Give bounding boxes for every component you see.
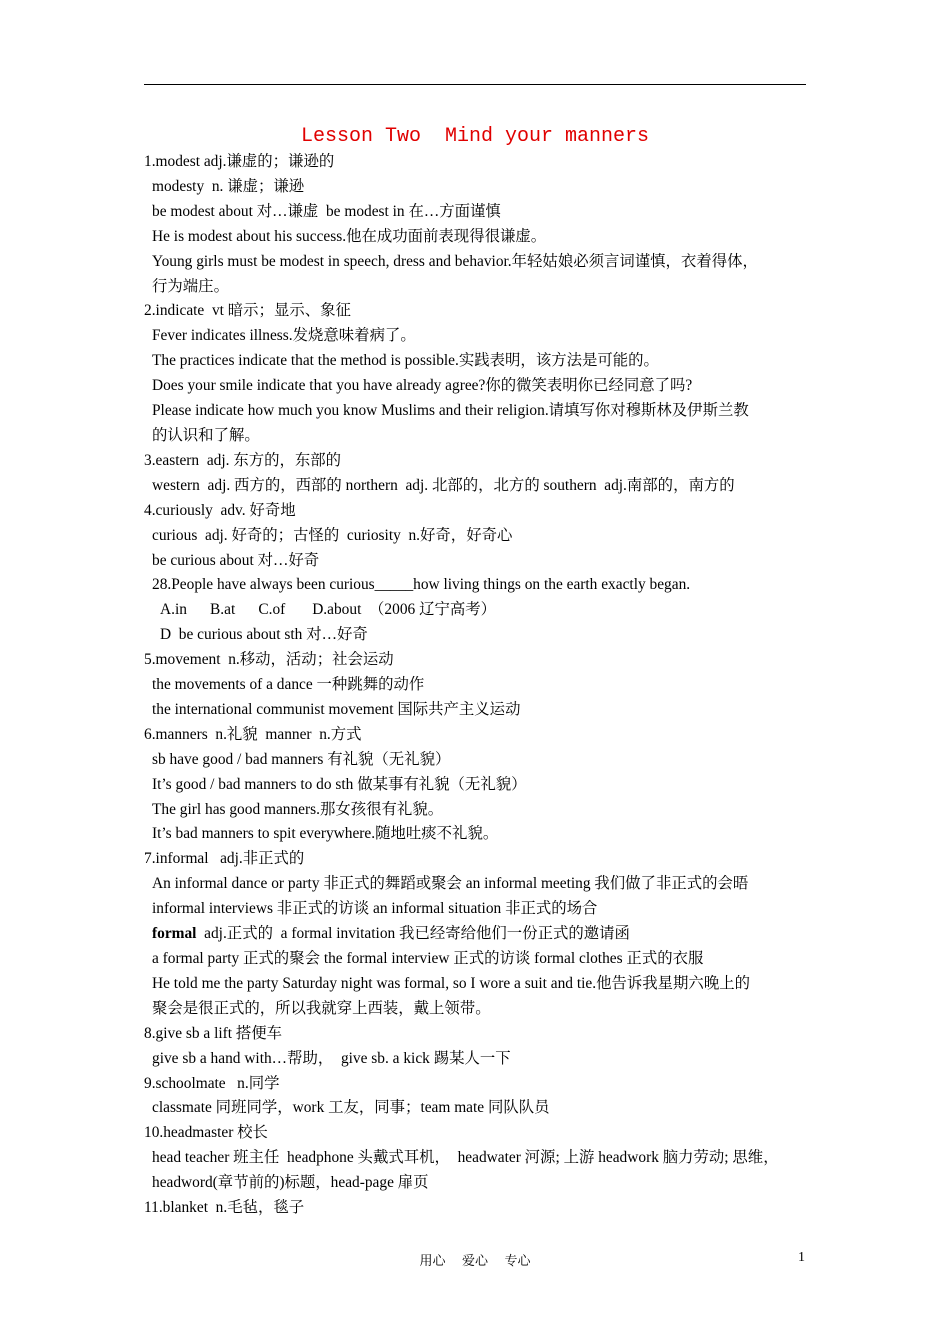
text-line <box>144 175 824 200</box>
text-line <box>144 972 824 997</box>
bold-term: formal <box>152 925 197 943</box>
line-text: western adj. 西方的，西部的 northern adj. 北部的，北方的 southern adj.南部的，南方的 <box>152 476 735 494</box>
line-text: 4.curiously adv. 好奇地 <box>144 501 296 519</box>
text-line <box>144 648 824 673</box>
lesson-content <box>144 150 824 1221</box>
line-text: classmate 同班同学，work 工友，同事；team mate 同队队员 <box>152 1099 550 1117</box>
text-line <box>144 499 824 524</box>
line-text: Fever indicates illness.发烧意味着病了。 <box>152 327 416 345</box>
line-text: 2.indicate vt 暗示；显示、象征 <box>144 302 351 320</box>
line-text: 8.give sb a lift 搭便车 <box>144 1024 283 1042</box>
text-line <box>144 723 824 748</box>
text-line <box>144 698 824 723</box>
line-text: Does your smile indicate that you have already agree?你的微笑表明你已经同意了吗? <box>152 377 693 395</box>
text-line <box>144 1171 824 1196</box>
text-line <box>144 1096 824 1121</box>
text-line <box>144 474 824 499</box>
text-line <box>144 847 824 872</box>
line-text: sb have good / bad manners 有礼貌（无礼貌） <box>152 750 451 768</box>
line-text: 5.movement n.移动，活动；社会运动 <box>144 651 394 669</box>
line-text: informal interviews 非正式的访谈 an informal situation 非正式的场合 <box>152 900 598 918</box>
line-text: 3.eastern adj. 东方的，东部的 <box>144 451 342 469</box>
text-line <box>144 897 824 922</box>
line-text: 的认识和了解。 <box>152 426 260 444</box>
header-rule <box>144 84 806 85</box>
text-line <box>144 922 824 947</box>
text-line <box>144 1121 824 1146</box>
text-line <box>144 299 824 324</box>
line-text: He told me the party Saturday night was formal, so I wore a suit and tie.他告诉我星期六晚上的 <box>152 974 750 992</box>
line-text: be modest about 对…谦虚 be modest in 在…方面谨慎 <box>152 202 501 220</box>
line-text: curious adj. 好奇的；古怪的 curiosity n.好奇，好奇心 <box>152 526 513 544</box>
line-text: 1.modest adj.谦虚的；谦逊的 <box>144 153 335 170</box>
line-text: 9.schoolmate n.同学 <box>144 1074 280 1092</box>
line-text: adj.正式的 a formal invitation 我已经寄给他们一份正式的邀请函 <box>196 925 630 943</box>
line-text: An informal dance or party 非正式的舞蹈或聚会 an informal meeting 我们做了非正式的会晤 <box>152 875 749 893</box>
text-line <box>144 374 824 399</box>
text-line <box>144 872 824 897</box>
text-line <box>144 822 824 847</box>
line-text: The girl has good manners.那女孩很有礼貌。 <box>152 800 444 818</box>
text-line <box>144 773 824 798</box>
text-line <box>144 399 824 424</box>
line-text: It’s good / bad manners to do sth 做某事有礼貌（无礼貌） <box>152 775 527 793</box>
line-text: D be curious about sth 对…好奇 <box>160 626 368 644</box>
text-line <box>144 250 824 275</box>
text-line <box>144 424 824 449</box>
text-line <box>144 997 824 1022</box>
line-text: be curious about 对…好奇 <box>152 551 320 569</box>
page-number: 1 <box>798 1250 805 1265</box>
lesson-title: Lesson Two Mind your manners <box>300 125 650 148</box>
line-text: It’s bad manners to spit everywhere.随地吐痰不礼貌。 <box>152 825 499 843</box>
text-line <box>144 947 824 972</box>
text-line <box>144 1047 824 1072</box>
line-text: The practices indicate that the method is possible.实践表明，该方法是可能的。 <box>152 352 659 370</box>
line-text: A.in B.at C.of D.about （2006 辽宁高考） <box>160 601 497 619</box>
text-line <box>144 598 824 623</box>
text-line <box>144 549 824 574</box>
line-text: a formal party 正式的聚会 the formal interview 正式的访谈 formal clothes 正式的衣服 <box>152 950 704 967</box>
line-text: the movements of a dance 一种跳舞的动作 <box>152 676 425 694</box>
text-line <box>144 275 824 300</box>
text-line <box>144 1146 824 1171</box>
text-line <box>144 573 824 598</box>
text-line <box>144 1072 824 1097</box>
line-text: Young girls must be modest in speech, dress and behavior.年轻姑娘必须言词谨慎，衣着得体， <box>152 252 758 270</box>
line-text: modesty n. 谦虚；谦逊 <box>152 177 305 195</box>
line-text: the international communist movement 国际共产主义运动 <box>152 700 521 718</box>
text-line <box>144 798 824 823</box>
line-text: 聚会是很正式的，所以我就穿上西装，戴上领带。 <box>152 999 491 1017</box>
line-text: He is modest about his success.他在成功面前表现得很谦虚。 <box>152 227 547 245</box>
line-text: 7.informal adj.非正式的 <box>144 850 305 868</box>
text-line <box>144 449 824 474</box>
line-text: headword(章节前的)标题，head-page 扉页 <box>152 1174 429 1192</box>
footer-motto: 用心 爱心 专心 <box>419 1254 531 1269</box>
line-text: head teacher 班主任 headphone 头戴式耳机， headwater 河源; 上游 headwork 脑力劳动; 思维， <box>152 1149 779 1167</box>
text-line <box>144 748 824 773</box>
text-line <box>144 150 824 175</box>
line-text: give sb a hand with…帮助， give sb. a kick 踢某人一下 <box>152 1049 511 1067</box>
line-text: 6.manners n.礼貌 manner n.方式 <box>144 725 362 743</box>
text-line <box>144 673 824 698</box>
text-line <box>144 225 824 250</box>
line-text: 28.People have always been curious_____how living things on the earth exactly began. <box>152 576 691 594</box>
text-line <box>144 1022 824 1047</box>
text-line <box>144 623 824 648</box>
text-line <box>144 200 824 225</box>
line-text: 10.headmaster 校长 <box>144 1124 268 1142</box>
line-text: 11.blanket n.毛毡，毯子 <box>144 1199 305 1217</box>
text-line <box>144 349 824 374</box>
text-line <box>144 524 824 549</box>
line-text: 行为端庄。 <box>152 277 229 295</box>
text-line <box>144 324 824 349</box>
line-text: Please indicate how much you know Muslims and their religion.请填写你对穆斯林及伊斯兰教 <box>152 402 749 420</box>
text-line <box>144 1196 824 1221</box>
